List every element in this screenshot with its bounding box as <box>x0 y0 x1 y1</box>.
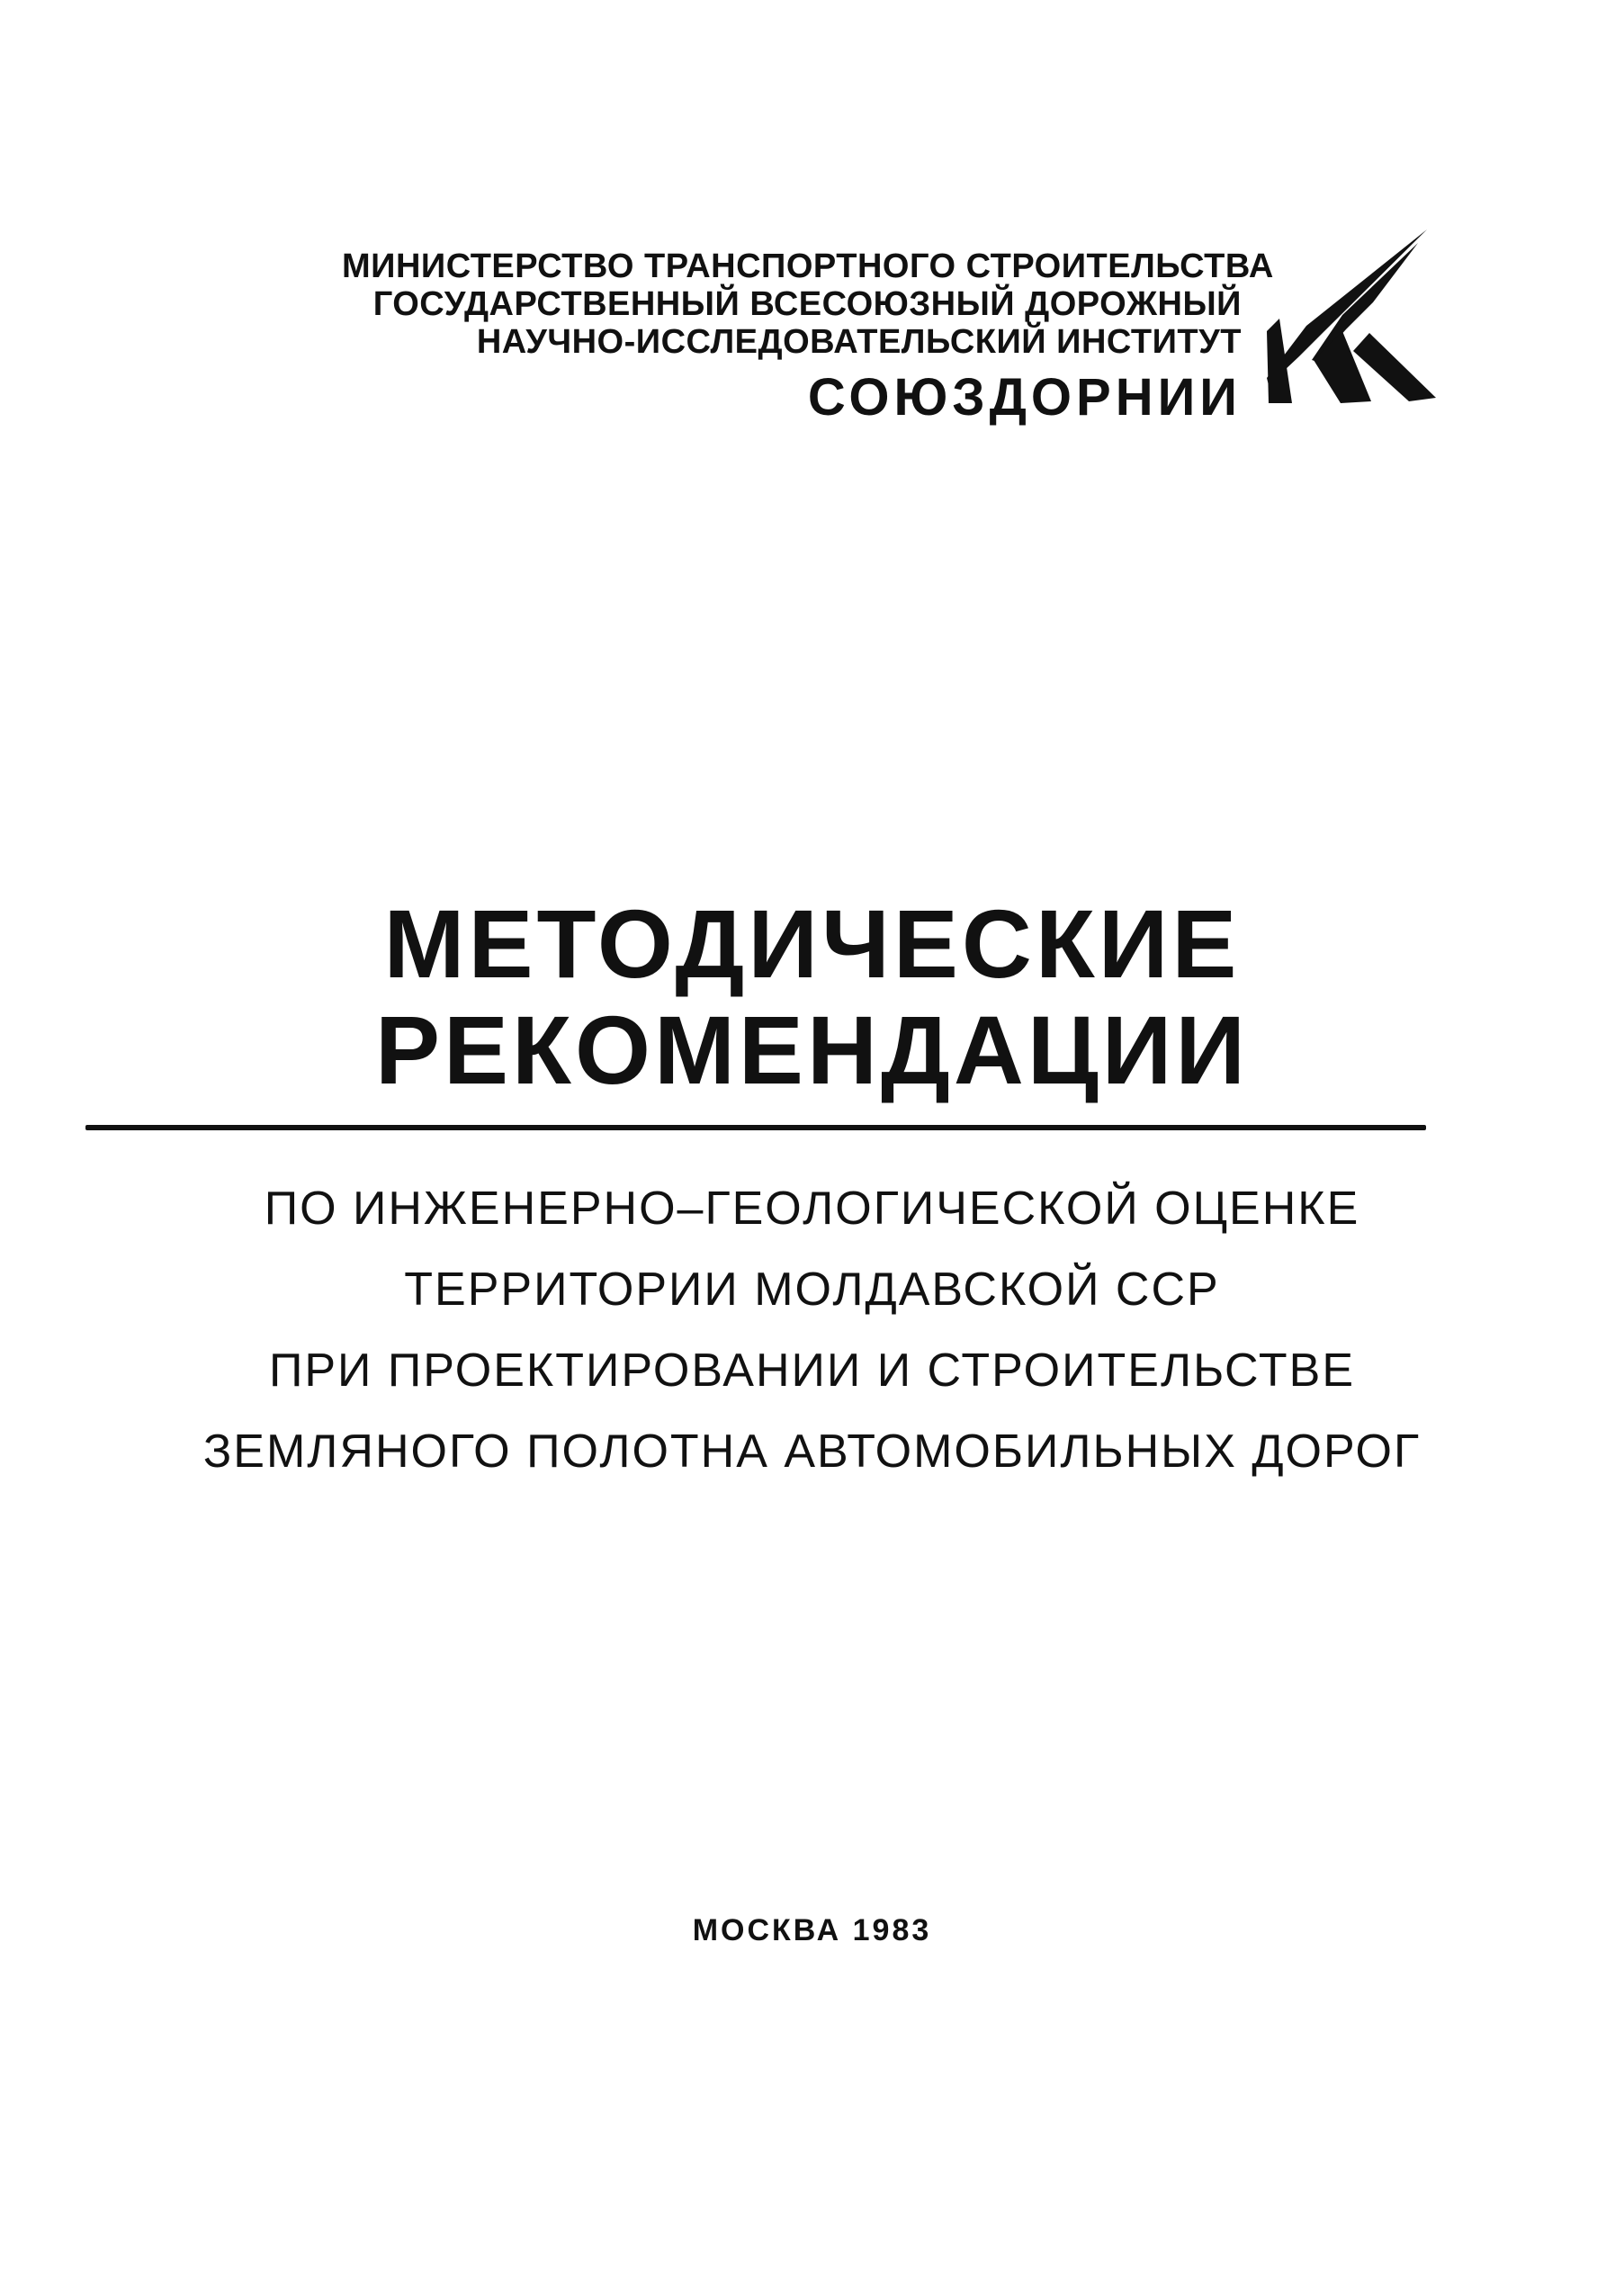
document-title <box>0 891 1624 1103</box>
header-ministry-line: МИНИСТЕРСТВО ТРАНСПОРТНОГО СТРОИТЕЛЬСТВА <box>342 247 1274 285</box>
institute-brand-name: СОЮЗДОРНИИ <box>807 368 1242 427</box>
header-institute-line: НАУЧНО-ИССЛЕДОВАТЕЛЬСКИЙ ИНСТИТУТ <box>476 323 1242 361</box>
header-state-line: ГОСУДАРСТВЕННЫЙ ВСЕСОЮЗНЫЙ ДОРОЖНЫЙ <box>372 285 1242 323</box>
subtitle-line-4: ЗЕМЛЯНОГО ПОЛОТНА АВТОМОБИЛЬНЫХ ДОРОГ <box>202 1425 1422 1478</box>
document-subtitle <box>0 1168 1624 1492</box>
subtitle-line-3: ПРИ ПРОЕКТИРОВАНИИ И СТРОИТЕЛЬСТВЕ <box>268 1344 1356 1397</box>
publication-imprint: МОСКВА 1983 <box>692 1913 932 1947</box>
title-divider <box>85 1125 1426 1130</box>
soyuzdornii-logo-icon <box>1260 225 1440 405</box>
subtitle-line-1: ПО ИНЖЕНЕРНО–ГЕОЛОГИЧЕСКОЙ ОЦЕНКЕ <box>264 1182 1360 1235</box>
title-line-1: МЕТОДИЧЕСКИЕ <box>383 889 1241 998</box>
subtitle-line-2: ТЕРРИТОРИИ МОЛДАВСКОЙ ССР <box>404 1263 1220 1316</box>
title-line-2: РЕКОМЕНДАЦИИ <box>374 995 1250 1104</box>
institution-header <box>342 247 1274 427</box>
